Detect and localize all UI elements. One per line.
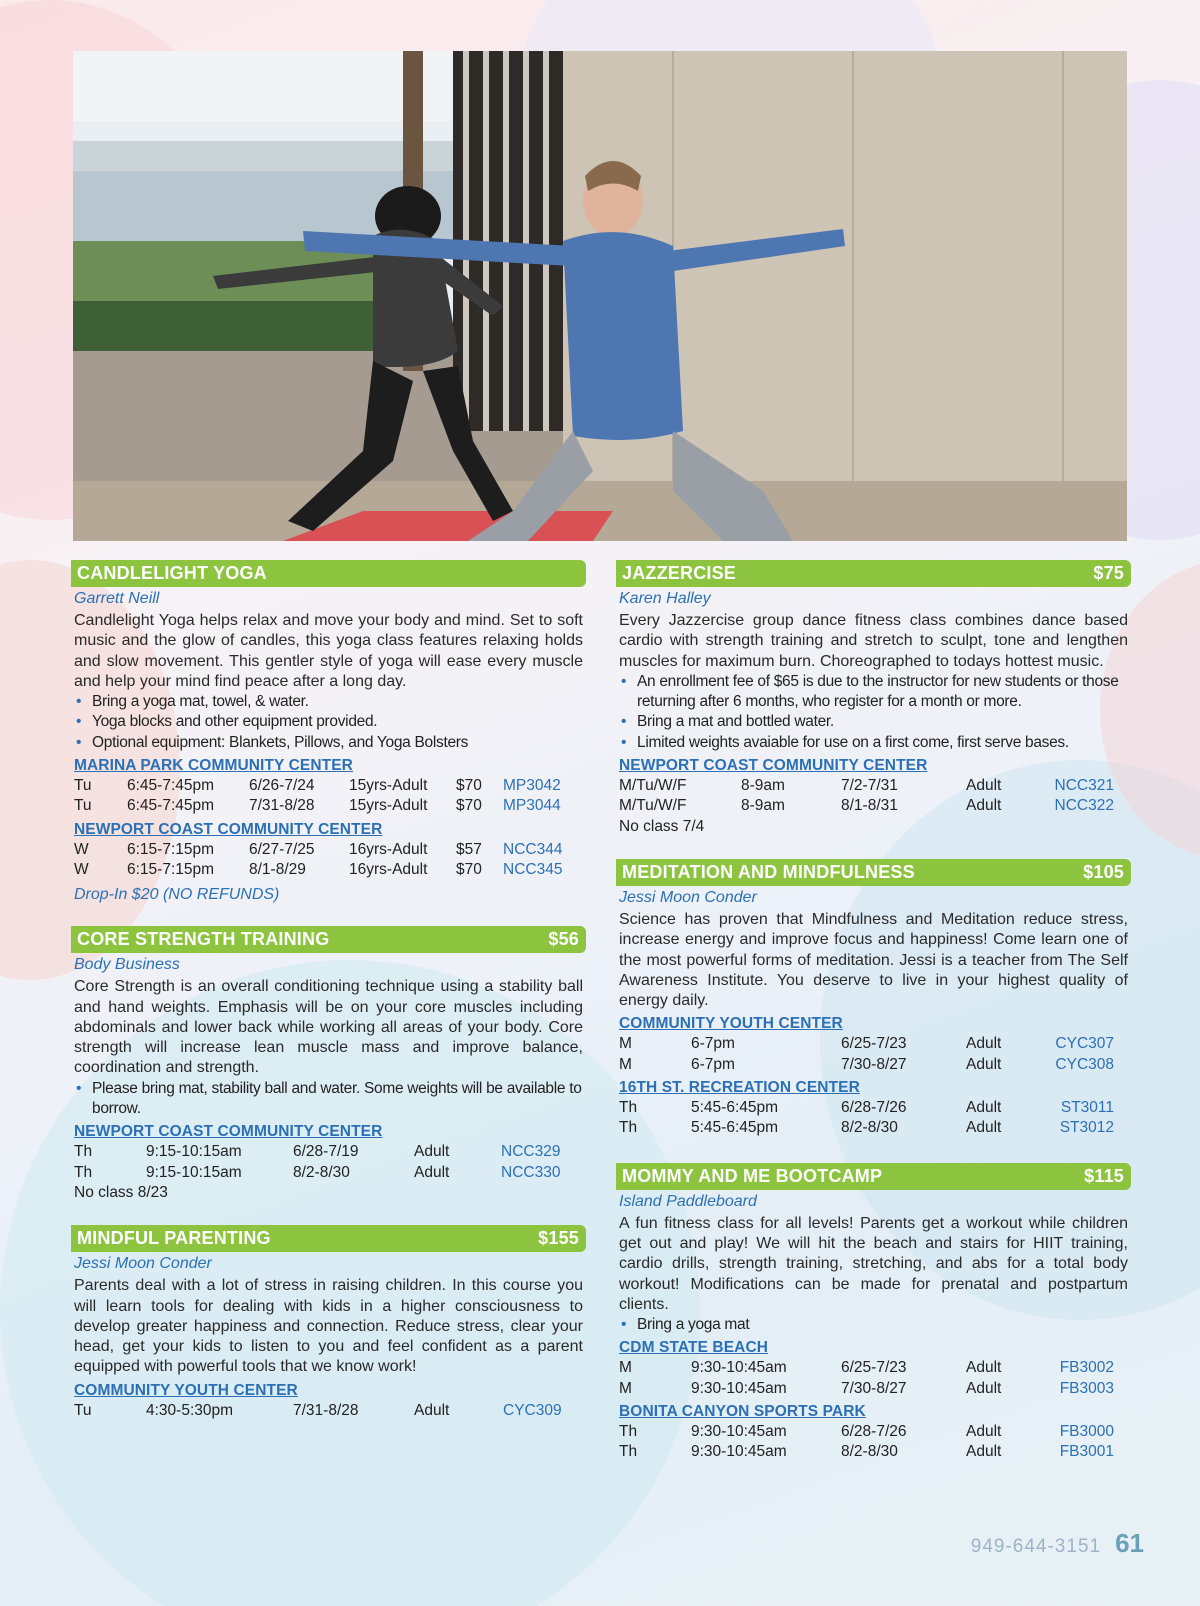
section-price: $56	[548, 929, 579, 950]
age: 15yrs-Adult	[349, 797, 428, 815]
bullet-list	[616, 672, 1131, 753]
jazzercise-title-bar	[616, 560, 1131, 587]
schedule-row	[616, 1442, 1131, 1462]
section-title: MOMMY AND ME BOOTCAMP	[622, 1165, 883, 1186]
class-code: MP3042	[503, 777, 561, 795]
fee: $57	[456, 840, 482, 858]
age: Adult	[414, 1401, 450, 1419]
schedule-row	[616, 1118, 1131, 1138]
age: Adult	[966, 1035, 1002, 1053]
dates: 6/26-7/24	[249, 777, 315, 795]
dates: 7/31-8/28	[249, 797, 315, 815]
schedule-row	[71, 776, 586, 796]
age: 16yrs-Adult	[349, 860, 428, 878]
jazzercise-section	[616, 560, 1131, 837]
meditation-section	[616, 859, 1131, 1139]
age: Adult	[966, 1423, 1002, 1441]
instructor-name: Island Paddleboard	[619, 1192, 757, 1210]
time: 8-9am	[741, 797, 785, 815]
location-heading: COMMUNITY YOUTH CENTER	[619, 1015, 843, 1033]
day: Th	[74, 1143, 93, 1161]
section-price: $105	[1083, 861, 1124, 882]
dates: 8/1-8/29	[249, 860, 306, 878]
class-code: ST3012	[1059, 1119, 1114, 1137]
schedule-row	[616, 1098, 1131, 1118]
time: 9:15-10:15am	[146, 1143, 242, 1161]
schedule-row	[616, 1358, 1131, 1378]
schedule-row	[616, 1034, 1131, 1054]
location-heading: COMMUNITY YOUTH CENTER	[74, 1381, 298, 1399]
age: Adult	[966, 1359, 1002, 1377]
section-price: $155	[538, 1228, 579, 1249]
time: 5:45-6:45pm	[691, 1119, 779, 1137]
schedule-row	[616, 1379, 1131, 1399]
schedule-row	[71, 1401, 586, 1421]
location-heading: NEWPORT COAST COMMUNITY CENTER	[74, 1123, 383, 1141]
age: 15yrs-Adult	[349, 777, 428, 795]
dates: 8/2-8/30	[841, 1119, 898, 1137]
candlelight-yoga-section	[71, 560, 586, 904]
schedule-row	[71, 796, 586, 816]
day: Th	[619, 1099, 638, 1117]
dates: 6/28-7/26	[841, 1099, 907, 1117]
dates: 7/2-7/31	[841, 777, 898, 795]
time: 8-9am	[741, 777, 785, 795]
schedule-row	[71, 860, 586, 880]
section-title: MINDFUL PARENTING	[77, 1228, 271, 1249]
section-price: $75	[1093, 563, 1124, 583]
bullet-item: • Yoga blocks and other equipment provided.	[74, 712, 583, 732]
page-number: 61	[1115, 1528, 1144, 1558]
class-code: NCC344	[503, 840, 563, 858]
section-title: JAZZERCISE	[622, 563, 737, 583]
core-strength-title-bar	[71, 926, 586, 953]
time: 6-7pm	[691, 1035, 735, 1053]
age: Adult	[414, 1163, 450, 1181]
dates: 8/1-8/31	[841, 797, 898, 815]
class-code: FB3000	[1059, 1423, 1114, 1441]
age: Adult	[414, 1143, 450, 1161]
drop-in-note: Drop-In $20 (NO REFUNDS)	[74, 886, 280, 904]
dates: 8/2-8/30	[293, 1163, 350, 1181]
class-code: FB3003	[1059, 1379, 1114, 1397]
schedule-row	[616, 796, 1131, 816]
time: 6:45-7:45pm	[127, 797, 215, 815]
age: Adult	[966, 777, 1002, 795]
age: 16yrs-Adult	[349, 840, 428, 858]
location-heading: MARINA PARK COMMUNITY CENTER	[74, 757, 353, 775]
bootcamp-section	[616, 1163, 1131, 1463]
age: Adult	[966, 1379, 1002, 1397]
instructor-name: Garrett Neill	[74, 590, 160, 607]
time: 6:45-7:45pm	[127, 777, 215, 795]
bullet-list	[71, 1079, 586, 1120]
day: Tu	[74, 777, 92, 795]
day: Th	[619, 1423, 638, 1441]
yoga-class-photo	[73, 51, 1127, 541]
day: M/Tu/W/F	[619, 797, 687, 815]
time: 9:30-10:45am	[691, 1423, 787, 1441]
day: Tu	[74, 797, 92, 815]
bullet-list	[71, 692, 586, 753]
dates: 6/25-7/23	[841, 1035, 907, 1053]
class-code: FB3001	[1059, 1443, 1114, 1461]
instructor-name: Karen Halley	[619, 590, 711, 607]
class-description: A fun fitness class for all levels! Parents get a workout while children get out and play! We will hit the beach and stairs for HIIT training, cardio drills, strength training, stretching, and abs for a total body workout! Modifications can be made for prenatal and postpartum clients.	[619, 1214, 1128, 1313]
mindful-parenting-title-bar	[71, 1225, 586, 1252]
schedule-row	[71, 1163, 586, 1183]
day: Th	[74, 1163, 93, 1181]
meditation-title-bar	[616, 859, 1131, 886]
time: 4:30-5:30pm	[146, 1401, 234, 1419]
class-code: NCC322	[1054, 797, 1114, 815]
dates: 6/25-7/23	[841, 1359, 907, 1377]
section-title: CANDLELIGHT YOGA	[77, 563, 267, 583]
candlelight-yoga-title-bar	[71, 560, 586, 587]
schedule-row	[71, 1142, 586, 1162]
class-code: CYC308	[1055, 1055, 1114, 1073]
day: M	[619, 1359, 632, 1377]
time: 9:30-10:45am	[691, 1379, 787, 1397]
day: M	[619, 1035, 632, 1053]
location-heading: NEWPORT COAST COMMUNITY CENTER	[619, 757, 928, 775]
schedule-row	[616, 1422, 1131, 1442]
location-heading: 16TH ST. RECREATION CENTER	[619, 1079, 860, 1097]
bullet-item: • Limited weights avaiable for use on a first come, first serve bases.	[619, 733, 1128, 753]
class-code: MP3044	[503, 797, 561, 815]
left-column	[71, 560, 586, 1421]
class-code: NCC321	[1054, 777, 1114, 795]
dates: 6/27-7/25	[249, 840, 315, 858]
bullet-item: • Bring a yoga mat	[619, 1315, 1128, 1335]
class-description: Parents deal with a lot of stress in raising children. In this course you will learn tools for dealing with kids in a higher consciousness to develop greater happiness and connection. Reduce stress, clear your head, get your kids to listen to you and feel confident as a parent equipped with powerful tools that we know work!	[74, 1277, 583, 1376]
section-title: CORE STRENGTH TRAINING	[77, 929, 330, 950]
section-title: MEDITATION AND MINDFULNESS	[622, 861, 915, 882]
class-description: Every Jazzercise group dance fitness class combines dance based cardio with strength training and stretch to sculpt, tone and lengthen muscles for maximum burn. Choreographed to todays hottest music.	[619, 612, 1128, 670]
class-code: NCC329	[501, 1143, 561, 1161]
class-code: CYC309	[503, 1401, 562, 1419]
instructor-name: Body Business	[74, 956, 180, 974]
schedule-row	[616, 1055, 1131, 1075]
dates: 7/30-8/27	[841, 1379, 907, 1397]
class-code: NCC345	[503, 860, 563, 878]
day: Tu	[74, 1401, 92, 1419]
day: W	[74, 840, 89, 858]
schedule-row	[71, 840, 586, 860]
time: 5:45-6:45pm	[691, 1099, 779, 1117]
age: Adult	[966, 1099, 1002, 1117]
class-description: Candlelight Yoga helps relax and move your body and mind. Set to soft music and the glow of candles, this yoga class features relaxing holds and slow movement. This gentler style of yoga will ease every muscle and help your mind find peace after a long day.	[74, 612, 583, 690]
instructor-name: Jessi Moon Conder	[74, 1255, 212, 1273]
dates: 6/28-7/26	[841, 1423, 907, 1441]
location-heading: NEWPORT COAST COMMUNITY CENTER	[74, 820, 383, 838]
phone-number: 949-644-3151	[970, 1536, 1102, 1557]
class-description: Core Strength is an overall conditioning technique using a stability ball and hand weights. Emphasis will be on your core muscles including abdominals and lower back while working all areas of your body. Core strength will increase lean muscle mass and improve balance, coordination and strength.	[74, 978, 583, 1077]
age: Adult	[966, 1443, 1002, 1461]
schedule-note: No class 7/4	[619, 817, 705, 835]
age: Adult	[966, 797, 1002, 815]
location-heading: BONITA CANYON SPORTS PARK	[619, 1403, 866, 1421]
bullet-item: • Optional equipment: Blankets, Pillows, and Yoga Bolsters	[74, 733, 583, 753]
page-footer	[971, 1528, 1144, 1559]
day: W	[74, 860, 89, 878]
day: M/Tu/W/F	[619, 777, 687, 795]
time: 6:15-7:15pm	[127, 860, 215, 878]
time: 6-7pm	[691, 1055, 735, 1073]
time: 9:30-10:45am	[691, 1443, 787, 1461]
time: 6:15-7:15pm	[127, 840, 215, 858]
fee: $70	[456, 860, 482, 878]
bootcamp-title-bar	[616, 1163, 1131, 1190]
bullet-list	[616, 1315, 1131, 1335]
mindful-parenting-section	[71, 1225, 586, 1421]
location-heading: CDM STATE BEACH	[619, 1339, 769, 1357]
bullet-item: • Bring a mat and bottled water.	[619, 712, 1128, 732]
dates: 6/28-7/19	[293, 1143, 359, 1161]
instructor-name: Jessi Moon Conder	[619, 888, 757, 906]
day: M	[619, 1055, 632, 1073]
section-price: $115	[1084, 1165, 1124, 1186]
dates: 8/2-8/30	[841, 1443, 898, 1461]
class-description: Science has proven that Mindfulness and Meditation reduce stress, increase energy and improve focus and happiness! Come learn one of the most powerful forms of meditation. Jessi is a teacher from The Self Awareness Institute. You deserve to live in your highest quality of energy daily.	[619, 910, 1128, 1010]
bullet-item: • Bring a yoga mat, towel, & water.	[74, 692, 583, 712]
schedule-row	[616, 776, 1131, 796]
dates: 7/30-8/27	[841, 1055, 907, 1073]
age: Adult	[966, 1119, 1002, 1137]
dates: 7/31-8/28	[293, 1401, 359, 1419]
age: Adult	[966, 1055, 1002, 1073]
bullet-item: • Please bring mat, stability ball and water. Some weights will be available to borrow.	[74, 1079, 583, 1120]
day: Th	[619, 1443, 638, 1461]
day: M	[619, 1379, 632, 1397]
schedule-note: No class 8/23	[74, 1183, 168, 1201]
bullet-item: • An enrollment fee of $65 is due to the instructor for new students or those returning after 6 months, who register for a month or more.	[619, 672, 1128, 713]
fee: $70	[456, 797, 482, 815]
core-strength-section	[71, 926, 586, 1203]
class-code: CYC307	[1055, 1035, 1114, 1053]
fee: $70	[456, 777, 482, 795]
right-column	[616, 560, 1131, 1463]
class-code: ST3011	[1060, 1099, 1114, 1117]
day: Th	[619, 1119, 638, 1137]
class-code: FB3002	[1059, 1359, 1114, 1377]
time: 9:15-10:15am	[146, 1163, 242, 1181]
time: 9:30-10:45am	[691, 1359, 787, 1377]
class-code: NCC330	[501, 1163, 561, 1181]
